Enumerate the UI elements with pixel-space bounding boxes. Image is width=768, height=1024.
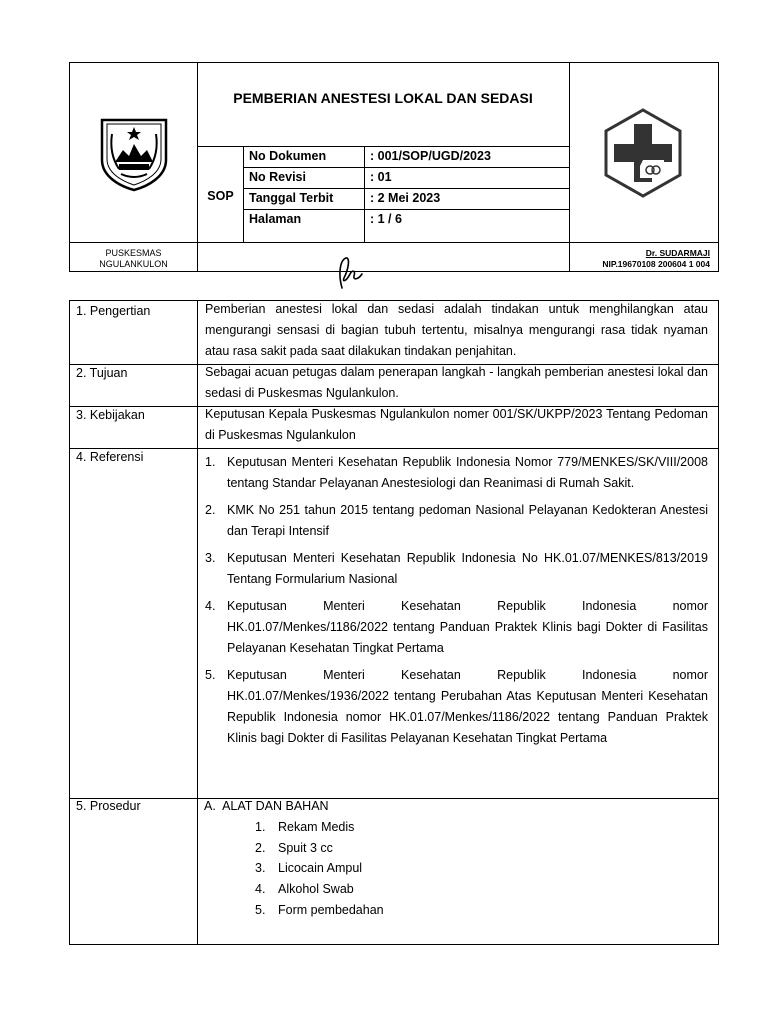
list-item-number: 3.: [205, 551, 216, 565]
list-item-text: Keputusan Menteri Kesehatan Republik Indonesia Nomor 779/MENKES/SK/VIII/2008 tentang Standar Pelayanan Anestesiologi dan Reanimasi di Rumah Sakit.: [227, 455, 708, 490]
health-ministry-cross-icon: [598, 108, 688, 198]
prosedur-sub-heading: A. ALAT DAN BAHAN: [204, 799, 329, 813]
list-item-text: Rekam Medis: [278, 819, 355, 834]
org-line1: PUSKESMAS: [105, 248, 162, 258]
meta-label-no-revisi: No Revisi: [249, 170, 306, 184]
row-text-pengertian: Pemberian anestesi lokal dan sedasi adalah tindakan untuk menghilangkan atau mengurangi sensasi di bagian tubuh tertentu, misalnya mengurangi rasa tidak nyaman atau rasa sakit pada saat dilakukan tindakan penjahitan.: [205, 302, 708, 358]
prosedur-content: [204, 796, 707, 921]
list-item-number: 4.: [255, 882, 266, 897]
row-text-tujuan: Sebagai acuan petugas dalam penerapan langkah - langkah pemberian anestesi lokal dan sedasi di Puskesmas Ngulankulon.: [205, 365, 708, 400]
meta-label-tanggal-terbit: Tanggal Terbit: [249, 191, 334, 205]
signer-name: Dr. SUDARMAJI: [645, 248, 710, 258]
list-item-number: 3.: [255, 861, 266, 876]
regency-emblem-icon: [99, 114, 169, 192]
list-item: [205, 500, 708, 542]
list-item: [204, 879, 707, 900]
org-name: [70, 248, 197, 270]
row-text-kebijakan: Keputusan Kepala Puskesmas Ngulankulon nomer 001/SK/UKPP/2023 Tentang Pedoman di Puskesmas Ngulankulon: [205, 407, 708, 442]
list-item-text: Form pembedahan: [278, 902, 384, 917]
list-item: [204, 817, 707, 838]
list-item-number: 1.: [255, 819, 266, 834]
list-item: [204, 838, 707, 859]
list-item-text: Spuit 3 cc: [278, 840, 333, 855]
list-item: [205, 665, 708, 749]
list-item: [205, 548, 708, 590]
list-item-number: 1.: [205, 455, 216, 469]
list-item-text: Licocain Ampul: [278, 861, 363, 876]
list-item: [204, 900, 707, 921]
document-title: PEMBERIAN ANESTESI LOKAL DAN SEDASI: [233, 90, 533, 106]
list-item-number: 2.: [205, 503, 216, 517]
meta-value-no-dokumen: : 001/SOP/UGD/2023: [370, 149, 491, 163]
list-item-number: 4.: [205, 599, 216, 613]
list-item-number: 5.: [205, 668, 216, 682]
row-label-tujuan: 2. Tujuan: [76, 366, 128, 380]
row-label-pengertian: 1. Pengertian: [76, 304, 151, 318]
list-item-text: KMK No 251 tahun 2015 tentang pedoman Nasional Pelayanan Kedokteran Anestesi dan Terapi Intensif: [227, 503, 708, 538]
signer-nip: NIP.19670108 200604 1 004: [602, 259, 710, 269]
meta-value-tanggal-terbit: : 2 Mei 2023: [370, 191, 441, 205]
meta-value-no-revisi: : 01: [370, 170, 392, 184]
signature-icon: [330, 254, 370, 290]
list-item-text: Keputusan Menteri Kesehatan Republik Indonesia No HK.01.07/MENKES/813/2019 Tentang Formularium Nasional: [227, 551, 708, 586]
list-item-text: Keputusan Menteri Kesehatan Republik Indonesia nomor HK.01.07/Menkes/1186/2022 tentang Panduan Praktek Klinis bagi Dokter di Fasilitas Pelayanan Kesehatan Tingkat Pertama: [227, 599, 708, 655]
list-item-number: 2.: [255, 840, 266, 855]
referensi-list: [205, 452, 708, 755]
meta-label-no-dokumen: No Dokumen: [249, 149, 327, 163]
list-item: [204, 858, 707, 879]
sop-label: SOP: [207, 189, 234, 203]
list-item: [205, 596, 708, 659]
row-label-prosedur: 5. Prosedur: [76, 799, 141, 813]
list-item-text: Alkohol Swab: [278, 882, 354, 897]
meta-label-halaman: Halaman: [249, 212, 302, 226]
list-item-text: Keputusan Menteri Kesehatan Republik Indonesia nomor HK.01.07/Menkes/1936/2022 tentang Perubahan Atas Keputusan Menteri Kesehatan Republik Indonesia nomor HK.01.07/Menkes/1186/2022 tentang Panduan Praktek Klinis bagi Dokter di Fasilitas Pelayanan Kesehatan Tingkat Pertama: [227, 668, 708, 745]
meta-value-halaman: : 1 / 6: [370, 212, 402, 226]
row-label-referensi: 4. Referensi: [76, 450, 144, 464]
row-label-kebijakan: 3. Kebijakan: [76, 408, 145, 422]
list-item: [205, 452, 708, 494]
list-item-number: 5.: [255, 902, 266, 917]
org-line2: NGULANKULON: [99, 259, 168, 269]
signer-block: [570, 248, 710, 270]
